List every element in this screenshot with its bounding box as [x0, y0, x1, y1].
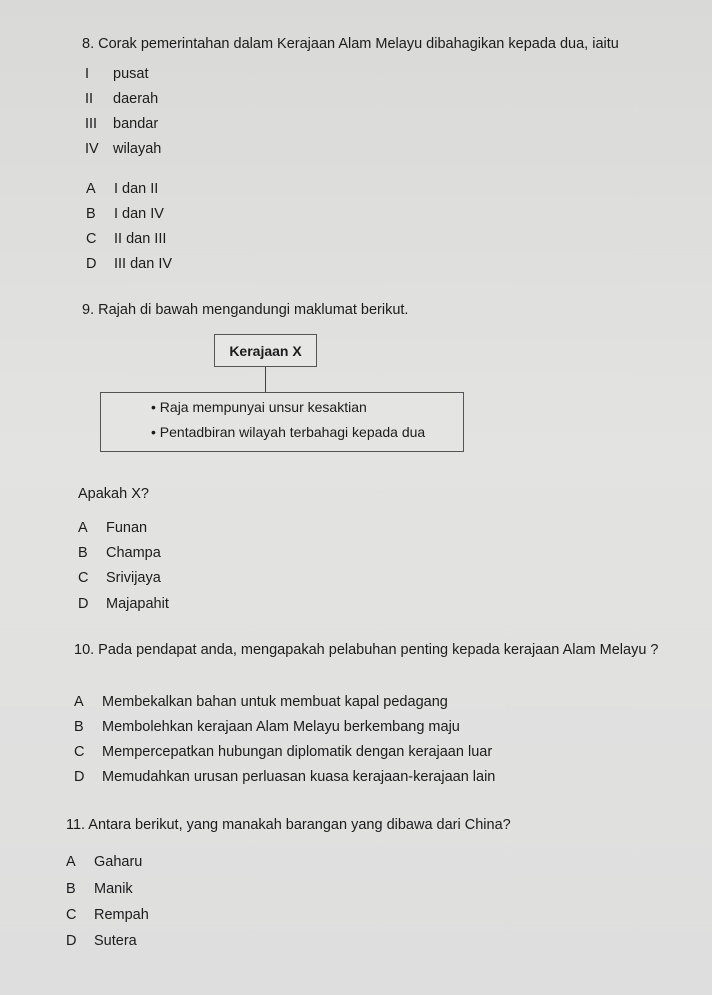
option-letter: A [66, 854, 76, 870]
option-text: Manik [94, 881, 133, 897]
option-text: Srivijaya [106, 570, 161, 586]
option-text: Sutera [94, 933, 137, 949]
option-text: I dan IV [114, 206, 164, 222]
option-text: Gaharu [94, 854, 143, 870]
option-text: Membolehkan kerajaan Alam Melayu berkembang maju [102, 719, 460, 735]
option-letter: C [86, 231, 97, 247]
q8-option-b[interactable] [86, 206, 164, 222]
q8-option-d[interactable] [86, 256, 172, 272]
statement-text: pusat [113, 66, 149, 82]
option-letter: D [66, 933, 77, 949]
q10-option-c[interactable] [74, 744, 492, 760]
option-letter: B [86, 206, 96, 222]
q9-option-d[interactable] [78, 596, 169, 612]
q8-statement-4 [85, 141, 161, 157]
q10-option-b[interactable] [74, 719, 460, 735]
option-letter: A [86, 181, 96, 197]
option-letter: A [78, 520, 88, 536]
q8-statement-1 [85, 66, 148, 82]
option-letter: A [74, 694, 84, 710]
q11-option-c[interactable] [66, 907, 149, 923]
option-letter: D [78, 596, 89, 612]
option-letter: D [86, 256, 97, 272]
q9-option-c[interactable] [78, 570, 161, 586]
option-letter: B [78, 545, 88, 561]
diagram-point: • Raja mempunyai unsur kesaktian [151, 399, 367, 415]
question-10-stem: 10. Pada pendapat anda, mengapakah pelabuhan penting kepada kerajaan Alam Melayu ? [74, 642, 659, 658]
option-text: Funan [106, 520, 148, 536]
q8-statement-3 [85, 116, 158, 132]
statement-text: wilayah [113, 141, 162, 157]
option-text: Mempercepatkan hubungan diplomatik dengan kerajaan luar [102, 744, 493, 760]
diagram-point: • Pentadbiran wilayah terbahagi kepada dua [151, 424, 426, 440]
q11-option-b[interactable] [66, 881, 133, 897]
option-letter: B [66, 881, 76, 897]
q8-option-a[interactable] [86, 181, 158, 197]
question-8-stem: 8. Corak pemerintahan dalam Kerajaan Alam Melayu dibahagikan kepada dua, iaitu [82, 36, 619, 52]
option-text: Rempah [94, 907, 149, 923]
option-letter: C [74, 744, 85, 760]
q11-option-d[interactable] [66, 933, 137, 949]
diagram-title: Kerajaan X [229, 342, 302, 359]
option-letter: C [78, 570, 89, 586]
option-letter: C [66, 907, 77, 923]
option-letter: D [74, 769, 85, 785]
option-text: I dan II [114, 181, 159, 197]
diagram-title-box [214, 334, 317, 367]
option-text: Majapahit [106, 596, 169, 612]
q10-option-a[interactable] [74, 694, 448, 710]
question-11-stem: 11. Antara berikut, yang manakah barangan yang dibawa dari China? [66, 817, 511, 833]
roman-numeral: II [85, 91, 94, 107]
option-text: Memudahkan urusan perluasan kuasa kerajaan-kerajaan lain [102, 769, 496, 785]
q11-option-a[interactable] [66, 854, 142, 870]
q10-option-d[interactable] [74, 769, 495, 785]
option-text: Membekalkan bahan untuk membuat kapal pedagang [102, 694, 448, 710]
q9-option-a[interactable] [78, 520, 147, 536]
option-text: Champa [106, 545, 161, 561]
option-letter: B [74, 719, 84, 735]
option-text: III dan IV [114, 256, 173, 272]
q8-option-c[interactable] [86, 231, 166, 247]
question-9-stem: 9. Rajah di bawah mengandungi maklumat berikut. [82, 302, 409, 318]
roman-numeral: I [85, 66, 90, 82]
option-text: II dan III [114, 231, 167, 247]
question-9-prompt: Apakah X? [78, 486, 149, 502]
q9-option-b[interactable] [78, 545, 161, 561]
statement-text: bandar [113, 116, 159, 132]
diagram-connector-line [265, 367, 266, 393]
diagram-info-box [100, 392, 464, 452]
statement-text: daerah [113, 91, 159, 107]
q8-statement-2 [85, 91, 158, 107]
roman-numeral: III [85, 116, 98, 132]
roman-numeral: IV [85, 141, 99, 157]
